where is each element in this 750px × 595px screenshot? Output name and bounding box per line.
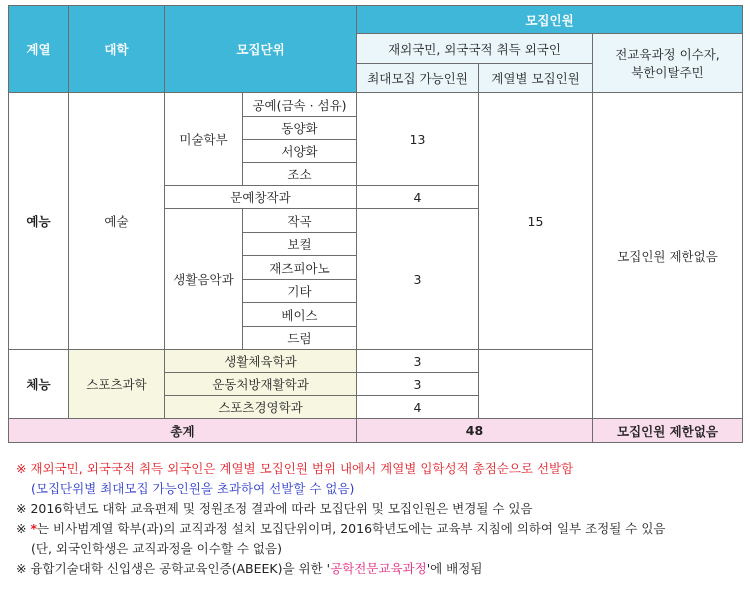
note-selection-limit: (모집단위별 최대모집 가능인원을 초과하여 선발할 수 없음) xyxy=(31,481,355,496)
unit-fine-arts: 미술학부 xyxy=(165,93,243,186)
major-guitar: 기타 xyxy=(243,280,357,303)
group-sports: 체능 xyxy=(9,350,69,419)
sports-leisure-max: 3 xyxy=(357,350,479,373)
unit-sports-management: 스포츠경영학과 xyxy=(165,396,357,419)
college-sports: 스포츠과학 xyxy=(69,350,165,419)
total-special: 모집인원 제한없음 xyxy=(593,419,743,443)
exercise-rehab-max: 3 xyxy=(357,373,479,396)
unit-sports-leisure: 생활체육학과 xyxy=(165,350,357,373)
header-foreign: 재외국민, 외국국적 취득 외국인 xyxy=(357,34,593,64)
notes xyxy=(16,459,742,579)
total-label: 총계 xyxy=(9,419,357,443)
major-western-painting: 서양화 xyxy=(243,140,357,163)
note-abeek-pre: ※ 융합기술대학 신입생은 공학교육인증(ABEEK)을 위한 ' xyxy=(16,561,331,576)
note-abeek xyxy=(16,559,742,579)
major-drums: 드럼 xyxy=(243,327,357,350)
unit-creative-writing: 문예창작과 xyxy=(165,186,357,209)
sports-field-quota xyxy=(479,350,593,419)
header-special xyxy=(593,34,743,93)
major-oriental-painting: 동양화 xyxy=(243,117,357,140)
header-quota: 모집인원 xyxy=(357,6,743,34)
fine-arts-max: 13 xyxy=(357,93,479,186)
arts-field-quota: 15 xyxy=(479,93,593,350)
major-vocal: 보컬 xyxy=(243,233,357,256)
note-mark: ※ xyxy=(16,521,31,536)
note-quota-change: ※ 2016학년도 대학 교육편제 및 정원조정 결과에 따라 모집단위 및 모집인원은 변경될 수 있음 xyxy=(16,501,533,516)
creative-writing-max: 4 xyxy=(357,186,479,209)
note-abeek-post: '에 배정됨 xyxy=(426,561,483,576)
note-abeek-highlight: 공학전문교육과정 xyxy=(330,561,427,576)
major-composition: 작곡 xyxy=(243,209,357,233)
major-jazz-piano: 재즈피아노 xyxy=(243,256,357,280)
applied-music-max: 3 xyxy=(357,209,479,350)
note-foreign-students: (단, 외국인학생은 교직과정을 이수할 수 없음) xyxy=(31,541,282,556)
note-selection: ※ 재외국민, 외국국적 취득 외국인은 계열별 모집인원 범위 내에서 계열별 입학성적 총점순으로 선발함 xyxy=(16,461,574,476)
header-field-quota: 계열별 모집인원 xyxy=(479,64,593,93)
header-max-quota: 최대모집 가능인원 xyxy=(357,64,479,93)
note-teaching-text: 는 비사범계열 학부(과)의 교직과정 설치 모집단위이며, 2016학년도에는 교육부 지침에 의하여 일부 조정될 수 있음 xyxy=(37,521,666,536)
college-arts: 예술 xyxy=(69,93,165,350)
unit-applied-music: 생활음악과 xyxy=(165,209,243,350)
major-sculpture: 조소 xyxy=(243,163,357,186)
unit-exercise-rehab: 운동처방재활학과 xyxy=(165,373,357,396)
header-unit: 모집단위 xyxy=(165,6,357,93)
major-bass: 베이스 xyxy=(243,303,357,327)
major-craft: 공예(금속 · 섬유) xyxy=(243,93,357,117)
sports-management-max: 4 xyxy=(357,396,479,419)
star-mark: * xyxy=(30,521,37,536)
special-quota: 모집인원 제한없음 xyxy=(593,93,743,419)
header-special-line2: 북한이탈주민 xyxy=(631,65,704,80)
admission-quota-table xyxy=(8,5,743,443)
header-group: 계열 xyxy=(9,6,69,93)
note-teaching-course xyxy=(16,519,742,539)
group-arts: 예능 xyxy=(9,93,69,350)
header-college: 대학 xyxy=(69,6,165,93)
total-value: 48 xyxy=(357,419,593,443)
header-special-line1: 전교육과정 이수자, xyxy=(615,47,720,62)
